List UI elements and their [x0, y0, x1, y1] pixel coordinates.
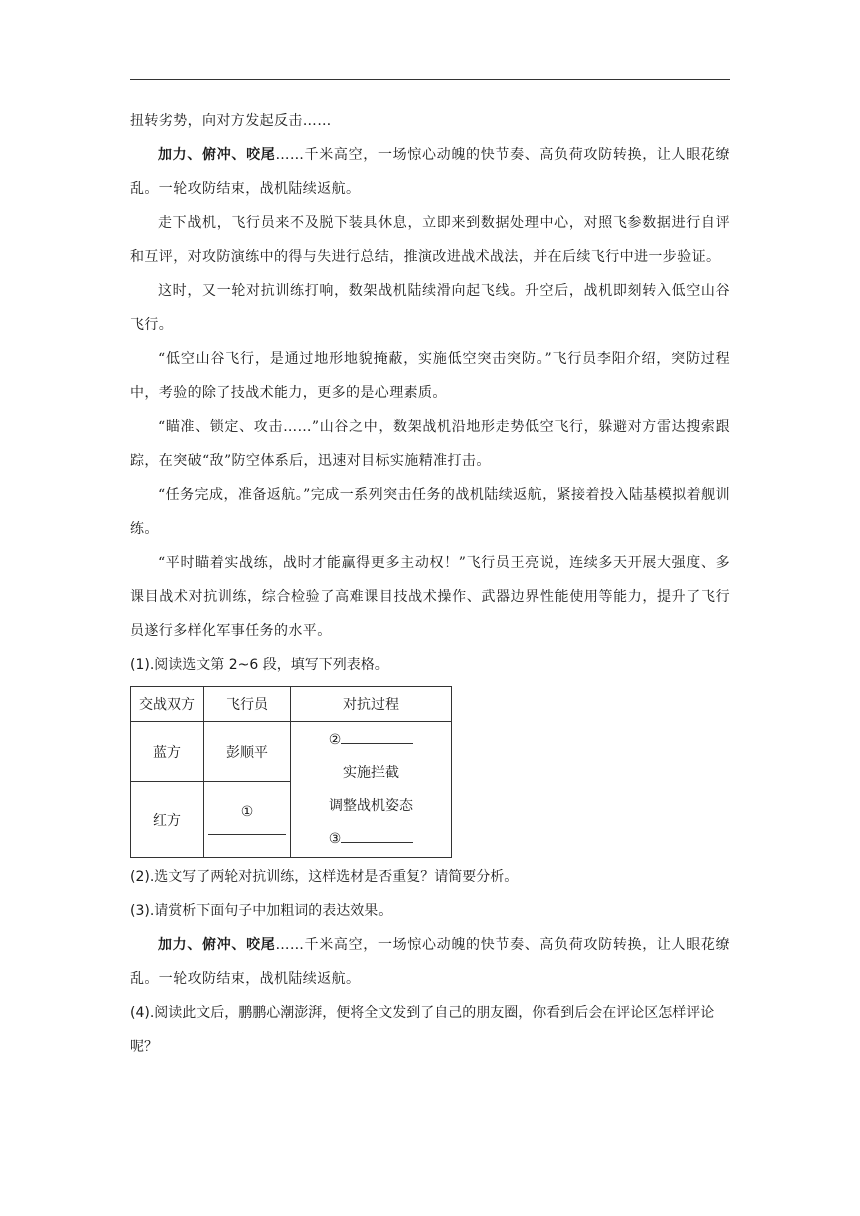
- red-pilot-cell[interactable]: [204, 782, 291, 858]
- paragraph: “平时瞄着实战练，战时才能赢得更多主动权！”飞行员王亮说，连续多天开展大强度、多课目战术对抗训练，综合检验了高难课目技战术操作、武器边界性能使用等能力，提升了飞行员遂行多样化军事任务的水平。: [130, 555, 730, 639]
- question-4: (4).阅读此文后，鹏鹏心潮澎湃，便将全文发到了自己的朋友圈，你看到后会在评论区怎样评论呢？: [130, 1005, 715, 1055]
- red-side-cell: 红方: [131, 782, 204, 858]
- quote-text: ……千米高空，一场惊心动魄的快节奏、高负荷攻防转换，让人眼花缭乱。一轮攻防结束，战机陆续返航。: [130, 937, 730, 987]
- question-3: (3).请赏析下面句子中加粗词的表达效果。: [130, 903, 393, 919]
- paragraph: [130, 138, 730, 206]
- process-cell: [291, 722, 452, 858]
- paragraph: “任务完成，准备返航。”完成一系列突击任务的战机陆续返航，紧接着投入陆基模拟着舰训练。: [130, 487, 730, 537]
- document-page: [130, 104, 730, 1064]
- question-2: (2).选文写了两轮对抗训练，这样选材是否重复？请简要分析。: [130, 869, 519, 885]
- header-cell: 对抗过程: [291, 687, 452, 722]
- blank-1-line: [208, 834, 286, 835]
- header-cell: 飞行员: [204, 687, 291, 722]
- blank-3[interactable]: ③: [291, 823, 451, 856]
- process-step: 调整战机姿态: [329, 797, 413, 814]
- fill-in-table: [130, 686, 452, 858]
- header-cell: 交战双方: [131, 687, 204, 722]
- bold-phrase: 加力、俯冲、咬尾: [158, 937, 276, 953]
- bold-phrase: 加力、俯冲、咬尾: [158, 147, 276, 163]
- paragraph: “瞄准、锁定、攻击……”山谷之中，数架战机沿地形走势低空飞行，躲避对方雷达搜索跟踪，在突破“敌”防空体系后，迅速对目标实施精准打击。: [130, 419, 730, 469]
- process-step: 实施拦截: [343, 764, 399, 781]
- paragraph: 扭转劣势，向对方发起反击……: [130, 113, 332, 129]
- paragraph: 这时，又一轮对抗训练打响，数架战机陆续滑向起飞线。升空后，战机即刻转入低空山谷飞行。: [130, 283, 730, 333]
- paragraph: “低空山谷飞行，是通过地形地貌掩蔽，实施低空突击突防。”飞行员李阳介绍，突防过程中，考验的除了技战术能力，更多的是心理素质。: [130, 351, 730, 401]
- question-1: (1).阅读选文第 2~6 段，填写下列表格。: [130, 657, 389, 673]
- blank-1-marker: ①: [240, 804, 254, 820]
- paragraph-text: ……千米高空，一场惊心动魄的快节奏、高负荷攻防转换，让人眼花缭乱。一轮攻防结束，战机陆续返航。: [130, 147, 730, 197]
- paragraph: 走下战机，飞行员来不及脱下装具休息，立即来到数据处理中心，对照飞参数据进行自评和互评，对攻防演练中的得与失进行总结，推演改进战术战法，并在后续飞行中进一步验证。: [130, 215, 730, 265]
- quoted-sentence: [130, 928, 730, 996]
- header-rule: [130, 79, 730, 80]
- blue-side-cell: 蓝方: [131, 722, 204, 782]
- blank-2[interactable]: ②: [291, 724, 451, 757]
- blue-pilot-cell: 彭顺平: [204, 722, 291, 782]
